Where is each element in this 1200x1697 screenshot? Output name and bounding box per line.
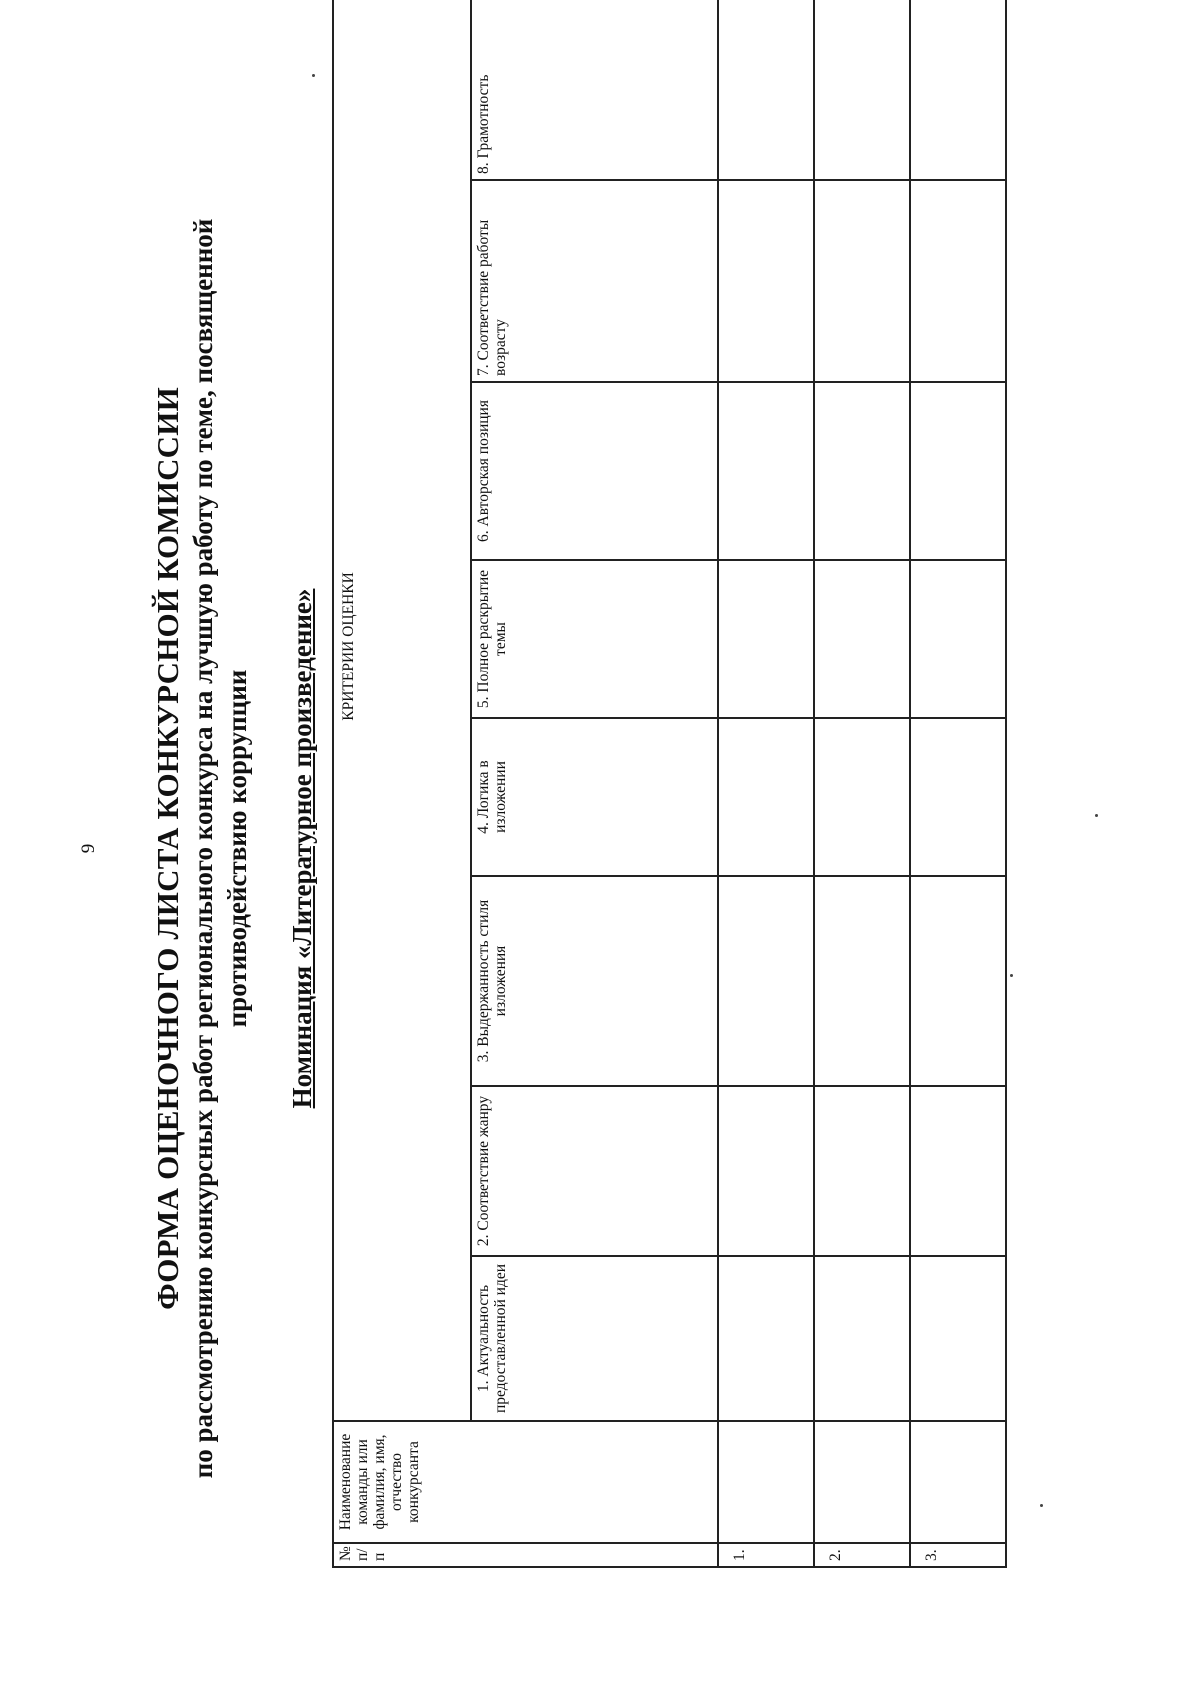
score-cell: [814, 718, 910, 876]
score-cell: [718, 180, 814, 382]
row-number: 3.: [910, 1543, 1006, 1567]
score-cell: [814, 382, 910, 560]
score-cell: [718, 0, 814, 180]
participant-cell: [718, 1421, 814, 1543]
score-cell: [814, 1086, 910, 1256]
score-cell: [718, 1256, 814, 1421]
table-row: [718, 0, 814, 1567]
table-row: [910, 0, 1006, 1567]
criterion-7: 7. Соответствие работы возрасту: [471, 180, 717, 382]
score-cell: [718, 560, 814, 718]
score-cell: [814, 180, 910, 382]
score-cell: [718, 1086, 814, 1256]
nomination-heading: Номинация «Литературное произведение»: [287, 588, 317, 1109]
row-number: 2.: [814, 1543, 910, 1567]
score-cell: [910, 382, 1006, 560]
table-row: [814, 0, 910, 1567]
header-participant-name: Наименование команды или фамилия, имя, отчество конкурсанта: [333, 1421, 718, 1543]
criterion-6: 6. Авторская позиция: [471, 382, 717, 560]
score-cell: [910, 876, 1006, 1086]
document-subtitle: [186, 0, 254, 1697]
participant-cell: [910, 1421, 1006, 1543]
score-cell: [718, 876, 814, 1086]
criterion-3: 3. Выдержанность стиля изложения: [471, 876, 717, 1086]
scan-speck: [312, 74, 315, 77]
participant-cell: [814, 1421, 910, 1543]
score-cell: [814, 1256, 910, 1421]
subtitle-line-1: по рассмотрению конкурсных работ регионального конкурса на лучшую работу по теме, посвященной: [188, 218, 218, 1479]
scan-speck: [1010, 974, 1013, 977]
score-cell: [718, 382, 814, 560]
score-cell: [910, 1256, 1006, 1421]
score-cell: [910, 0, 1006, 180]
criterion-2: 2. Соответствие жанру: [471, 1086, 717, 1256]
score-cell: [814, 0, 910, 180]
score-cell: [910, 718, 1006, 876]
score-cell: [718, 718, 814, 876]
evaluation-table: [332, 0, 1007, 1568]
score-cell: [910, 560, 1006, 718]
score-cell: [814, 560, 910, 718]
subtitle-line-2: противодействию коррупции: [222, 669, 252, 1028]
score-cell: [814, 876, 910, 1086]
header-number: № п/п: [333, 1543, 718, 1567]
scan-speck: [1040, 1504, 1043, 1507]
criterion-8: 8. Грамотность: [471, 0, 717, 180]
page-number: 9: [78, 843, 99, 854]
criterion-4: 4. Логика в изложении: [471, 718, 717, 876]
row-number: 1.: [718, 1543, 814, 1567]
criterion-5: 5. Полное раскрытие темы: [471, 560, 717, 718]
score-cell: [910, 180, 1006, 382]
scan-speck: [1095, 814, 1098, 817]
score-cell: [910, 1086, 1006, 1256]
document-title: ФОРМА ОЦЕНОЧНОГО ЛИСТА КОНКУРСНОЙ КОМИССИИ: [150, 387, 185, 1310]
criterion-1: 1. Актуальность предоставленной идеи: [471, 1256, 717, 1421]
header-criteria: КРИТЕРИИ ОЦЕНКИ: [333, 0, 471, 1421]
